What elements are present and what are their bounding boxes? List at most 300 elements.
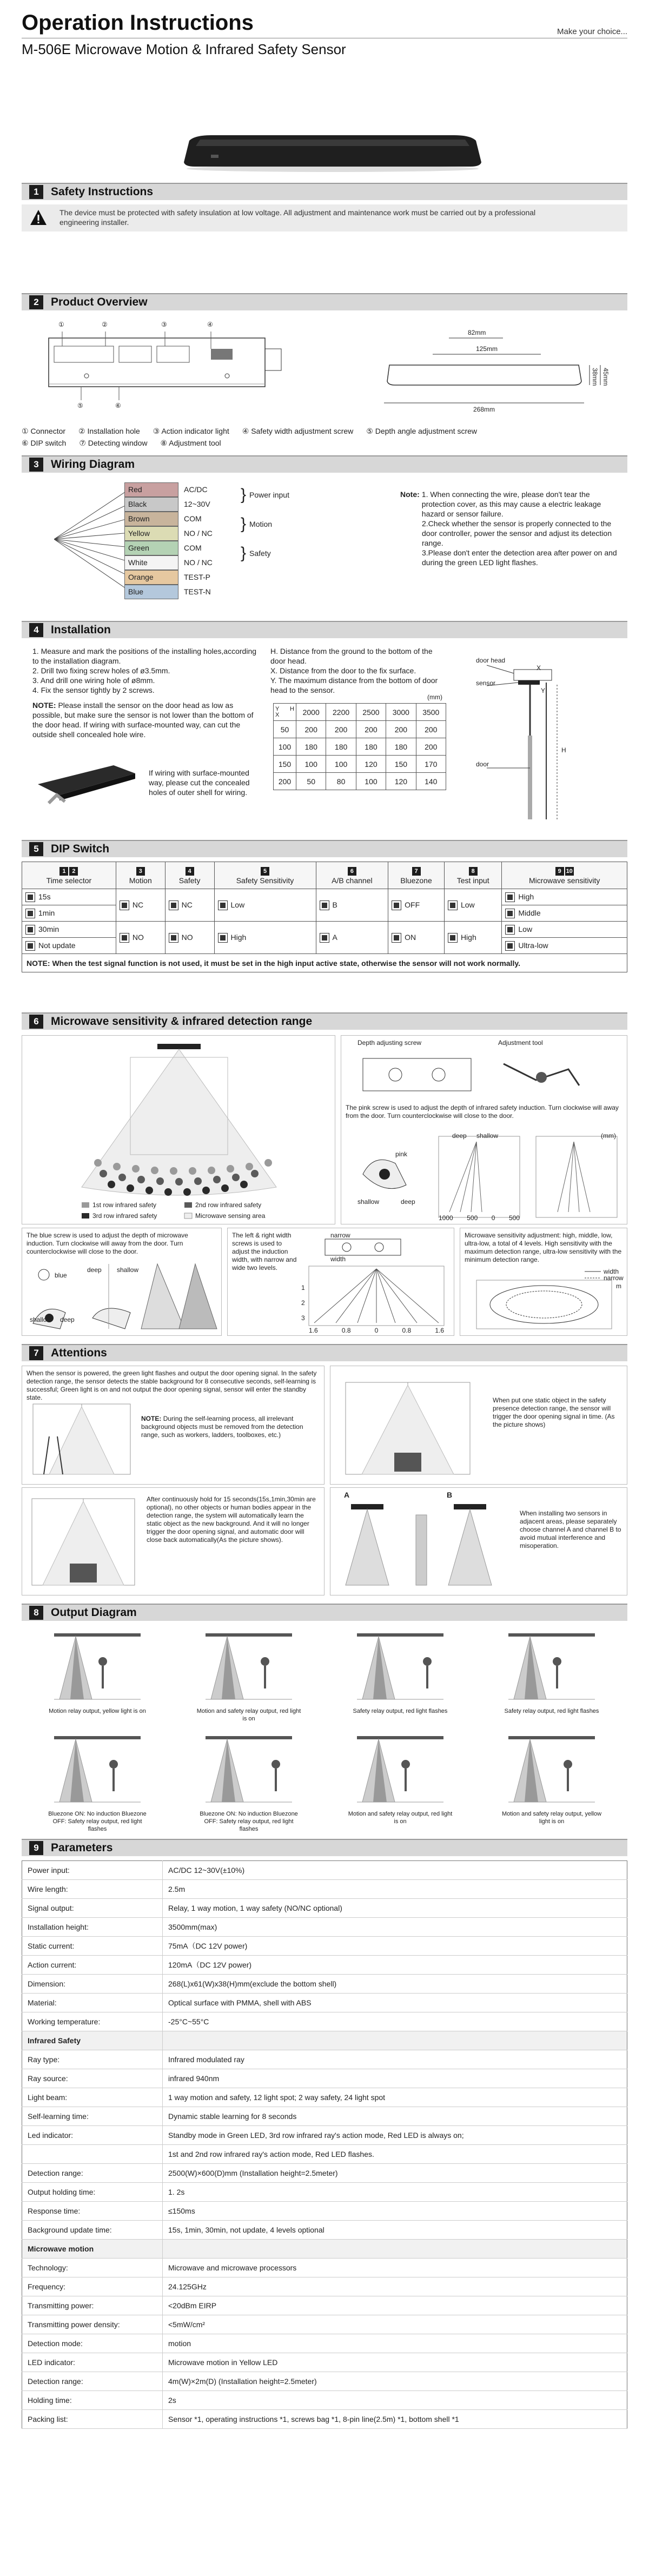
mm-label: (mm) bbox=[601, 1132, 616, 1140]
tick: 1 bbox=[301, 1284, 305, 1292]
param-row bbox=[22, 1994, 627, 2012]
dip-header-label: Bluezone bbox=[400, 876, 432, 885]
wire-label: Blue bbox=[124, 585, 178, 599]
note-3: 3.Please don't enter the detection area after power on and during the green LED light flashes. bbox=[422, 548, 617, 567]
param-value: 4m(W)×2m(D) (Installation height=2.5meter) bbox=[163, 2372, 627, 2391]
dip-num: 8 bbox=[469, 867, 478, 876]
param-value: motion bbox=[163, 2334, 627, 2353]
mw-sensitivity-figure bbox=[460, 1228, 627, 1336]
output-caption: Bluezone ON: No induction Bluezone OFF: Safety relay output, red light flashes bbox=[200, 1811, 298, 1832]
width-text: The left & right width screws is used to adjust the induction width, with narrow and wide two levels. bbox=[232, 1231, 297, 1272]
tick: 500 bbox=[508, 1214, 520, 1222]
legend-item: ⑥ DIP switch bbox=[22, 439, 67, 447]
table-cell: 200 bbox=[356, 721, 386, 738]
output-cell bbox=[325, 1732, 476, 1835]
table-cell: 200 bbox=[274, 773, 296, 790]
param-row bbox=[22, 2183, 627, 2202]
switch-icon bbox=[392, 933, 401, 943]
wiring-notes bbox=[400, 489, 622, 567]
switch-icon bbox=[169, 900, 178, 910]
section-number: 8 bbox=[29, 1606, 43, 1620]
note-text: When the test signal function is not used, it must be set in the high input active state, otherwise the sensor will not work normally. bbox=[52, 958, 520, 968]
attention-4-text: When installing two sensors in adjacent areas, please separately choose channel A and channel B to avoid mutual interference and misoperation. bbox=[520, 1509, 621, 1549]
dip-cell bbox=[22, 938, 116, 954]
param-value bbox=[163, 2240, 627, 2259]
dip-cell bbox=[388, 889, 445, 922]
dip-header-label: Motion bbox=[129, 876, 152, 885]
terminal-label: 12~30V bbox=[184, 500, 210, 508]
output-illustration bbox=[325, 1732, 476, 1807]
dim-82: 82mm bbox=[468, 329, 486, 336]
param-value: 1 way motion and safety, 12 light spot; 2 way safety, 24 light spot bbox=[163, 2088, 627, 2107]
table-cell: 100 bbox=[274, 738, 296, 756]
dip-num: 5 bbox=[261, 867, 269, 876]
parameters-table bbox=[22, 1860, 627, 2429]
output-caption: Bluezone ON: No induction Bluezone OFF: Safety relay output, red light flashes bbox=[48, 1811, 147, 1832]
dip-header-row bbox=[22, 862, 627, 889]
param-row bbox=[22, 2145, 627, 2164]
table-cell: 3000 bbox=[386, 704, 416, 721]
section-number: 6 bbox=[29, 1015, 43, 1029]
output-cell bbox=[173, 1629, 325, 1732]
section-number: 1 bbox=[29, 185, 43, 199]
output-caption: Motion and safety relay output, red light is on bbox=[348, 1811, 453, 1825]
tick: 1.6 bbox=[435, 1327, 444, 1334]
blue-label: blue bbox=[55, 1272, 67, 1279]
dip-num: 7 bbox=[412, 867, 421, 876]
attention-1-note bbox=[141, 1415, 320, 1439]
terminal-label: NO / NC bbox=[184, 529, 213, 538]
group-power: } Power input bbox=[241, 486, 289, 504]
output-grid bbox=[22, 1629, 627, 1835]
label-y: Y bbox=[541, 687, 546, 694]
param-row bbox=[22, 2259, 627, 2277]
wire-label: Yellow bbox=[124, 526, 178, 541]
dim-268: 268mm bbox=[473, 406, 495, 413]
param-key: Ray type: bbox=[22, 2050, 163, 2069]
switch-icon bbox=[218, 900, 228, 910]
param-value: ≤150ms bbox=[163, 2202, 627, 2221]
table-cell: 120 bbox=[386, 773, 416, 790]
param-key: Transmitting power: bbox=[22, 2296, 163, 2315]
switch-icon bbox=[25, 892, 35, 902]
param-value: <5mW/cm² bbox=[163, 2315, 627, 2334]
section-title: DIP Switch bbox=[51, 843, 110, 855]
param-value: 3500mm(max) bbox=[163, 1918, 627, 1937]
dip-cell bbox=[22, 889, 116, 905]
dip-value: A bbox=[332, 932, 337, 942]
tick: 500 bbox=[467, 1214, 478, 1222]
dip-value: OFF bbox=[405, 900, 420, 909]
dim-45: 45mm bbox=[602, 368, 610, 386]
installation-steps bbox=[32, 646, 260, 739]
param-key: Working temperature: bbox=[22, 2012, 163, 2031]
dip-value: NO bbox=[132, 932, 144, 942]
legend-item: ② Installation hole bbox=[78, 427, 140, 435]
dip-value: ON bbox=[405, 932, 416, 942]
tick: 3 bbox=[301, 1314, 305, 1322]
terminal-label: TEST-N bbox=[184, 587, 211, 596]
switch-icon bbox=[120, 900, 129, 910]
group-label: Motion bbox=[249, 520, 273, 528]
dip-value: High bbox=[460, 932, 476, 942]
param-key: Transmitting power density: bbox=[22, 2315, 163, 2334]
param-row bbox=[22, 2315, 627, 2334]
step: 2. Drill two fixing screw holes of ø3.5mm. bbox=[32, 666, 170, 675]
dip-num: 10 bbox=[566, 868, 573, 875]
switch-icon bbox=[25, 909, 35, 918]
param-value: -25°C~55°C bbox=[163, 2012, 627, 2031]
wire-label: Orange bbox=[124, 570, 178, 585]
output-cell bbox=[325, 1629, 476, 1732]
table-cell: 180 bbox=[356, 738, 386, 756]
output-illustration bbox=[22, 1629, 173, 1705]
dip-num: 4 bbox=[186, 867, 194, 876]
note-label: NOTE: bbox=[32, 701, 56, 710]
dip-value: 1min bbox=[38, 908, 55, 917]
tick: 1000 bbox=[439, 1214, 453, 1222]
dip-value: 15s bbox=[38, 892, 51, 901]
section-title: Output Diagram bbox=[51, 1606, 137, 1619]
terminal-label: TEST-P bbox=[184, 573, 211, 581]
callout-6: ⑥ bbox=[115, 402, 121, 409]
output-cell bbox=[22, 1732, 173, 1835]
section-title: Installation bbox=[51, 624, 111, 636]
callout-3: ③ bbox=[161, 321, 167, 328]
terminal-label: NO / NC bbox=[184, 558, 213, 567]
safety-text: The device must be protected with safety insulation at low voltage. All adjustment and maintenance work must be carried out by a professional engineering installer. bbox=[59, 208, 536, 227]
dip-header bbox=[116, 862, 165, 889]
def: H. Distance from the ground to the bottom of the door head. bbox=[270, 647, 433, 665]
param-value: Microwave and microwave processors bbox=[163, 2259, 627, 2277]
table-cell: 80 bbox=[326, 773, 356, 790]
table-corner bbox=[274, 704, 296, 721]
table-cell: 200 bbox=[296, 721, 326, 738]
param-group-row bbox=[22, 2031, 627, 2050]
param-key: Action current: bbox=[22, 1956, 163, 1975]
dim-38: 38mm bbox=[591, 368, 599, 386]
param-row bbox=[22, 1880, 627, 1899]
installation-defs bbox=[270, 646, 449, 695]
param-key: Detection range: bbox=[22, 2372, 163, 2391]
terminal-label: AC/DC bbox=[184, 485, 208, 494]
callout-2: ② bbox=[102, 321, 108, 328]
table-cell: 200 bbox=[326, 721, 356, 738]
label-x: X bbox=[537, 664, 541, 672]
tick: 1.6 bbox=[309, 1327, 318, 1334]
section-title: Microwave sensitivity & infrared detection range bbox=[51, 1015, 313, 1028]
table-cell: 100 bbox=[326, 756, 356, 773]
switch-icon bbox=[505, 909, 515, 918]
switch-icon bbox=[448, 900, 458, 910]
note-text: During the self-learning process, all irrelevant background objects must be removed from the detection range, such as workers, ladders, toolboxes, etc.) bbox=[141, 1415, 303, 1439]
legend-item: ⑦ Detecting window bbox=[79, 439, 148, 447]
dip-header-label: Safety bbox=[178, 876, 201, 885]
dip-cell bbox=[116, 922, 165, 954]
callout-4: ④ bbox=[207, 321, 213, 328]
note-2: 2.Check whether the sensor is properly connected to the door controller, power the sensor and adjust its detection range. bbox=[422, 519, 612, 547]
param-row bbox=[22, 1918, 627, 1937]
param-row bbox=[22, 1899, 627, 1918]
blue-text: The blue screw is used to adjust the depth of microwave induction. Turn clockwise will away from the door. Turn counterclockwise will close to the door. bbox=[27, 1231, 188, 1255]
dip-header-label: Microwave sensitivity bbox=[528, 876, 600, 885]
group-safety: } Safety bbox=[241, 544, 271, 562]
param-row bbox=[22, 2296, 627, 2315]
output-caption: Safety relay output, red light flashes bbox=[353, 1708, 448, 1714]
param-key bbox=[22, 2145, 163, 2164]
param-row bbox=[22, 2164, 627, 2183]
callout-1: ① bbox=[58, 321, 64, 328]
deep-label: deep bbox=[401, 1198, 415, 1206]
legend-item: ① Connector bbox=[22, 427, 66, 435]
shallow-label-2: shallow bbox=[476, 1132, 499, 1140]
param-key: Material: bbox=[22, 1994, 163, 2012]
label-h: H bbox=[561, 746, 566, 754]
output-illustration bbox=[22, 1732, 173, 1807]
param-key: Packing list: bbox=[22, 2410, 163, 2429]
param-value: <20dBm EIRP bbox=[163, 2296, 627, 2315]
param-key: Wire length: bbox=[22, 1880, 163, 1899]
switch-icon bbox=[448, 933, 458, 943]
section-2-header bbox=[22, 293, 627, 310]
table-row bbox=[274, 721, 446, 738]
table-cell: 180 bbox=[326, 738, 356, 756]
dip-table bbox=[22, 862, 627, 972]
output-illustration bbox=[173, 1629, 325, 1705]
attention-1 bbox=[22, 1366, 325, 1485]
output-illustration bbox=[476, 1732, 627, 1807]
param-row bbox=[22, 1937, 627, 1956]
attention-2 bbox=[330, 1366, 627, 1485]
legend-item: ④ Safety width adjustment screw bbox=[242, 427, 354, 435]
param-key: Background update time: bbox=[22, 2221, 163, 2240]
label-a: A bbox=[344, 1491, 350, 1499]
param-value: 1. 2s bbox=[163, 2183, 627, 2202]
switch-icon bbox=[505, 941, 515, 951]
param-value: Dynamic stable learning for 8 seconds bbox=[163, 2107, 627, 2126]
dip-value: High bbox=[518, 892, 534, 901]
dip-cell bbox=[165, 889, 214, 922]
note-label: Note: bbox=[400, 490, 420, 499]
width-screw-figure bbox=[227, 1228, 454, 1336]
table-cell: 200 bbox=[416, 738, 446, 756]
section-title: Product Overview bbox=[51, 296, 148, 308]
param-value: 268(L)x61(W)x38(H)mm(exclude the bottom shell) bbox=[163, 1975, 627, 1994]
wire-label: Red bbox=[124, 482, 178, 497]
dip-value: Low bbox=[230, 900, 245, 909]
dip-header-label: Test input bbox=[456, 876, 489, 885]
width-label: width bbox=[330, 1255, 346, 1263]
output-illustration bbox=[476, 1629, 627, 1705]
param-key: Ray source: bbox=[22, 2069, 163, 2088]
dip-row bbox=[22, 922, 627, 938]
switch-icon bbox=[505, 925, 515, 935]
switch-icon bbox=[120, 933, 129, 943]
axis-ticks bbox=[439, 1214, 520, 1222]
dip-num: 6 bbox=[348, 867, 356, 876]
param-key: Signal output: bbox=[22, 1899, 163, 1918]
switch-icon bbox=[392, 900, 401, 910]
output-cell bbox=[476, 1732, 627, 1835]
table-row bbox=[274, 756, 446, 773]
param-key: Technology: bbox=[22, 2259, 163, 2277]
pink-text: The pink screw is used to adjust the depth of infrared safety induction. Turn clockwise will away from the door. Turn counterclockwise will close to the door. bbox=[346, 1104, 619, 1120]
param-row bbox=[22, 2372, 627, 2391]
dip-cell bbox=[388, 922, 445, 954]
dip-cell bbox=[502, 922, 627, 938]
output-cell bbox=[476, 1629, 627, 1732]
param-value: Microwave motion in Yellow LED bbox=[163, 2353, 627, 2372]
table-row bbox=[274, 773, 446, 790]
param-value: Standby mode in Green LED, 3rd row infrared ray's action mode, Red LED is always on; bbox=[163, 2126, 627, 2145]
deep-label-b: deep bbox=[60, 1316, 75, 1323]
param-value bbox=[163, 2031, 627, 2050]
legend-item: ⑤ Depth angle adjustment screw bbox=[366, 427, 478, 435]
output-caption: Motion and safety relay output, yellow light is on bbox=[501, 1811, 602, 1825]
table-cell: 2500 bbox=[356, 704, 386, 721]
section-title: Parameters bbox=[51, 1842, 113, 1854]
tagline: Make your choice... bbox=[557, 27, 628, 36]
blue-screw-figure bbox=[22, 1228, 222, 1336]
table-cell: 100 bbox=[356, 773, 386, 790]
param-value: 15s, 1min, 30min, not update, 4 levels optional bbox=[163, 2221, 627, 2240]
mw-text: Microwave sensitivity adjustment: high, middle, low, ultra-low, a total of 4 levels. High sensitivity with the maximum detection range, ultra-low sensitivity with the minimum detection range. bbox=[465, 1231, 622, 1263]
dip-value: Not update bbox=[38, 941, 76, 950]
param-row bbox=[22, 2088, 627, 2107]
table-row bbox=[274, 738, 446, 756]
param-key: Detection range: bbox=[22, 2164, 163, 2183]
output-caption: Motion relay output, yellow light is on bbox=[49, 1708, 146, 1714]
param-value: 24.125GHz bbox=[163, 2277, 627, 2296]
param-row bbox=[22, 2410, 627, 2429]
terminal-list bbox=[184, 482, 213, 599]
param-value: 2s bbox=[163, 2391, 627, 2410]
shallow-label-c: shallow bbox=[117, 1266, 139, 1274]
dip-value: High bbox=[230, 932, 247, 942]
dip-cell bbox=[165, 922, 214, 954]
warning-icon bbox=[29, 209, 48, 229]
dip-num: 1 bbox=[59, 867, 68, 876]
terminal-label: COM bbox=[184, 544, 202, 552]
group-label: Power input bbox=[249, 491, 289, 499]
wire-label: Brown bbox=[124, 512, 178, 526]
safety-box bbox=[22, 204, 627, 231]
deep-label-c: deep bbox=[87, 1266, 102, 1274]
table-cell: 120 bbox=[356, 756, 386, 773]
wire-list bbox=[124, 482, 178, 599]
table-cell: 170 bbox=[416, 756, 446, 773]
param-row bbox=[22, 2221, 627, 2240]
section-number: 7 bbox=[29, 1346, 43, 1360]
attention-4 bbox=[330, 1487, 627, 1595]
param-row bbox=[22, 1861, 627, 1880]
dip-value: Low bbox=[518, 924, 533, 933]
legend-row1: 1st row infrared safety bbox=[92, 1201, 157, 1209]
tick: 0.8 bbox=[341, 1327, 351, 1334]
dip-value: NO bbox=[181, 932, 193, 942]
param-key: Microwave motion bbox=[22, 2240, 163, 2259]
step: 1. Measure and mark the positions of the installing holes,according to the installation diagram. bbox=[32, 647, 257, 665]
installation-table bbox=[273, 703, 446, 790]
param-row bbox=[22, 1975, 627, 1994]
shallow-label-b: shallow bbox=[30, 1316, 52, 1323]
section-title: Safety Instructions bbox=[51, 186, 154, 198]
dip-value: NC bbox=[132, 900, 144, 909]
dip-value: Middle bbox=[518, 908, 541, 917]
attention-2-text: When put one static object in the safety presence detection range, the sensor will trigger the door opening signal in time. (As the picture shows) bbox=[493, 1396, 615, 1428]
deep-label-2: deep bbox=[452, 1132, 467, 1140]
step: 4. Fix the sensor tightly by 2 screws. bbox=[32, 686, 155, 694]
corner-y: Y bbox=[275, 706, 280, 712]
narrow-legend: narrow bbox=[604, 1274, 624, 1282]
param-key: Detection mode: bbox=[22, 2334, 163, 2353]
dip-cell bbox=[214, 889, 316, 922]
param-value: Sensor *1, operating instructions *1, screws bag *1, 8-pin line(2.5m) *1, bottom shell *1 bbox=[163, 2410, 627, 2429]
terminal-label: COM bbox=[184, 514, 202, 523]
param-row bbox=[22, 2353, 627, 2372]
switch-icon bbox=[505, 892, 515, 902]
param-value: infrared 940nm bbox=[163, 2069, 627, 2088]
attention-3 bbox=[22, 1487, 325, 1595]
param-value: Relay, 1 way motion, 1 way safety (NO/NC optional) bbox=[163, 1899, 627, 1918]
section-5-header bbox=[22, 840, 627, 857]
page-subtitle: M-506E Microwave Motion & Infrared Safety Sensor bbox=[22, 41, 346, 57]
dip-value: B bbox=[332, 900, 337, 909]
param-row bbox=[22, 2050, 627, 2069]
dip-value: 30min bbox=[38, 924, 59, 933]
param-key: Output holding time: bbox=[22, 2183, 163, 2202]
dip-header bbox=[165, 862, 214, 889]
table-cell: 200 bbox=[416, 721, 446, 738]
page-title: Operation Instructions bbox=[22, 11, 254, 35]
dip-header bbox=[388, 862, 445, 889]
param-key: Power input: bbox=[22, 1861, 163, 1880]
label-b: B bbox=[447, 1491, 453, 1499]
corner-h: H bbox=[290, 706, 294, 712]
table-row bbox=[274, 704, 446, 721]
param-value: 120mA（DC 12V power) bbox=[163, 1956, 627, 1975]
param-row bbox=[22, 1956, 627, 1975]
param-row bbox=[22, 2069, 627, 2088]
output-cell bbox=[22, 1629, 173, 1732]
param-value: Optical surface with PMMA, shell with ABS bbox=[163, 1994, 627, 2012]
section-number: 5 bbox=[29, 842, 43, 856]
dip-value: Ultra-low bbox=[518, 941, 548, 950]
param-row bbox=[22, 2334, 627, 2353]
tick: 0.8 bbox=[402, 1327, 412, 1334]
dip-num: 2 bbox=[69, 867, 78, 876]
switch-icon bbox=[320, 933, 329, 943]
dip-header bbox=[444, 862, 501, 889]
dip-header bbox=[22, 862, 116, 889]
shallow-label: shallow bbox=[357, 1198, 380, 1206]
attention-1-intro: When the sensor is powered, the green light flashes and output the door opening signal. In the safety detection range, the sensor detects the stable background for 8 consecutive seconds, self-learning is successful; Green light is on and not output the door opening signal, sensor will enter the standby state. bbox=[27, 1369, 317, 1401]
param-value: Infrared modulated ray bbox=[163, 2050, 627, 2069]
param-value: 2.5m bbox=[163, 1880, 627, 1899]
dip-cell bbox=[502, 938, 627, 954]
dip-row bbox=[22, 889, 627, 905]
param-key: Light beam: bbox=[22, 2088, 163, 2107]
m-label: m bbox=[616, 1282, 621, 1290]
table-cell: 2000 bbox=[296, 704, 326, 721]
axis-y bbox=[301, 1280, 305, 1326]
output-caption: Safety relay output, red light flashes bbox=[504, 1708, 599, 1714]
section-number: 3 bbox=[29, 458, 43, 472]
dip-cell bbox=[444, 922, 501, 954]
step: 3. And drill one wiring hole of ø8mm. bbox=[32, 676, 155, 685]
table-unit: (mm) bbox=[427, 693, 442, 701]
param-key: Led indicator: bbox=[22, 2126, 163, 2145]
